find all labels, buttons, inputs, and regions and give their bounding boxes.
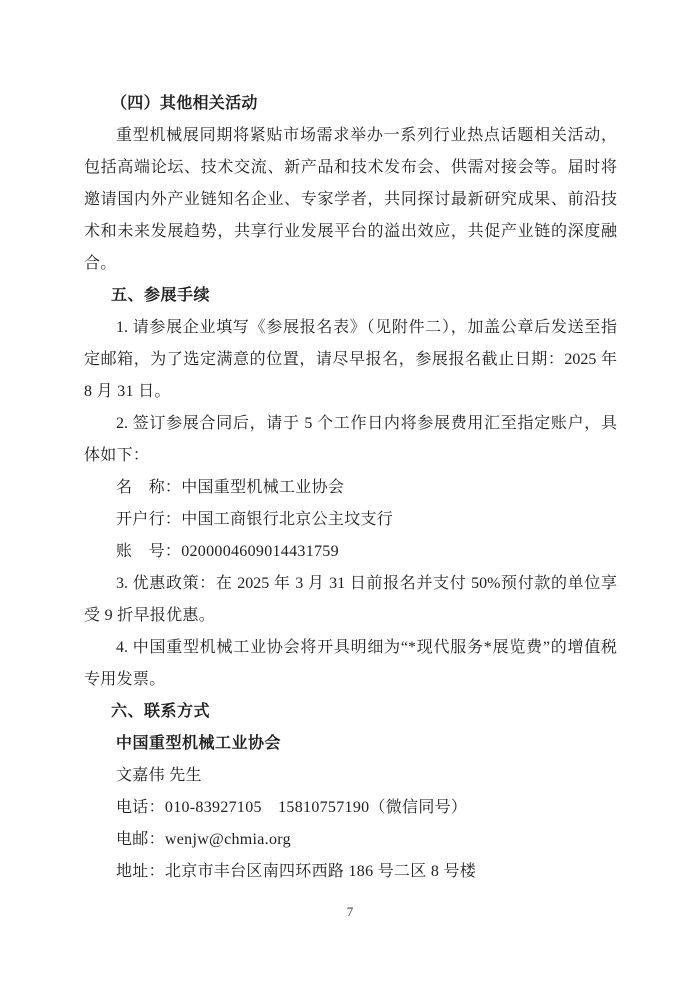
procedure-item3-line: 3. 优惠政策：在 2025 年 3 月 31 日前报名并支付 50%预付款的单位享 <box>116 575 617 592</box>
page-number: 7 <box>346 904 354 919</box>
heading-contact: 六、联系方式 <box>111 703 211 720</box>
procedure-item3-line: 受 9 折早报优惠。 <box>84 607 216 624</box>
procedure-item2-line: 2. 签订参展合同后，请于 5 个工作日内将参展费用汇至指定账户，具 <box>116 415 617 432</box>
contact-phone: 电话：010-83927105 15810757190（微信同号） <box>116 799 468 816</box>
contact-organization: 中国重型机械工业协会 <box>116 735 282 752</box>
contact-address: 地址：北京市丰台区南四环西路 186 号二区 8 号楼 <box>116 863 477 880</box>
heading-other-activities: （四）其他相关活动 <box>111 95 258 112</box>
other-activities-line: 重型机械展同期将紧贴市场需求举办一系列行业热点话题相关活动， <box>116 127 617 144</box>
other-activities-line: 合。 <box>84 255 117 272</box>
bank-name-line: 名 称：中国重型机械工业协会 <box>116 479 345 496</box>
bank-branch-line: 开户行：中国工商银行北京公主坟支行 <box>116 511 394 528</box>
procedure-item4-line: 专用发票。 <box>84 671 166 688</box>
contact-person: 文嘉伟 先生 <box>116 767 202 784</box>
contact-email: 电邮：wenjw@chmia.org <box>116 831 291 848</box>
other-activities-line: 邀请国内外产业链知名企业、专家学者，共同探讨最新研究成果、前沿技 <box>84 191 617 208</box>
procedure-item4-line: 4. 中国重型机械工业协会将开具明细为“*现代服务*展览费”的增值税 <box>116 639 617 656</box>
procedure-item2-line: 体如下： <box>84 447 150 464</box>
procedure-item1-line: 定邮箱，为了选定满意的位置，请尽早报名，参展报名截止日期：2025 年 <box>84 351 617 368</box>
procedure-item1-line: 8 月 31 日。 <box>84 383 171 400</box>
heading-exhibition-procedures: 五、参展手续 <box>111 287 211 304</box>
bank-account-line: 账 号：0200004609014431759 <box>116 543 339 560</box>
other-activities-line: 包括高端论坛、技术交流、新产品和技术发布会、供需对接会等。届时将 <box>84 159 617 176</box>
procedure-item1-line: 1. 请参展企业填写《参展报名表》（见附件二），加盖公章后发送至指 <box>116 319 617 336</box>
document-body <box>84 88 617 888</box>
other-activities-line: 术和未来发展趋势，共享行业发展平台的溢出效应，共促产业链的深度融 <box>84 223 617 240</box>
